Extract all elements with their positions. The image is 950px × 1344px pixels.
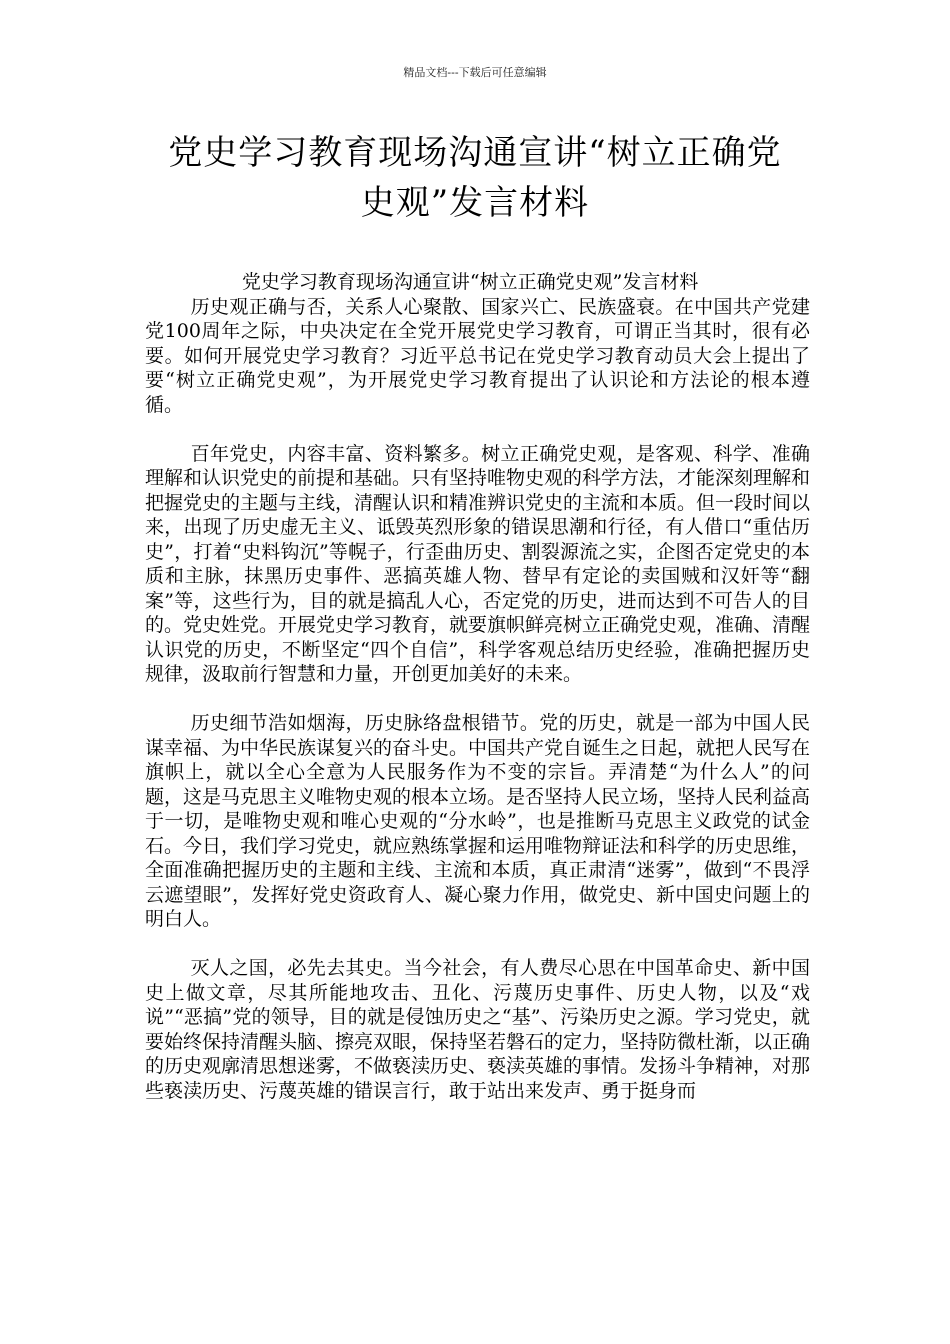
paragraph-1: 历史观正确与否，关系人心聚散、国家兴亡、民族盛衰。在中国共产党建党100周年之际，中央决定在全党开展党史学习教育，可谓正当其时，很有必要。如何开展党史学习教育？习近平总书记在党史学习教育动员大会上提出了要“树立正确党史观”，为开展党史学习教育提出了认识论和方法论的根本遵循。 <box>145 295 810 416</box>
paragraph-2: 百年党史，内容丰富、资料繁多。树立正确党史观，是客观、科学、准确理解和认识党史的前提和基础。只有坚持唯物史观的科学方法，才能深刻理解和把握党史的主题与主线，清醒认识和精准辨识党史的主流和本质。但一段时间以来，出现了历史虚无主义、诋毁英烈形象的错误思潮和行径，有人借口“重估历史”，打着“史料钩沉”等幌子，行歪曲历史、割裂源流之实，企图否定党史的本质和主脉，抹黑历史事件、恶搞英雄人物、替早有定论的卖国贼和汉奸等“翻案”等，这些行为，目的就是搞乱人心，否定党的历史，进而达到不可告人的目的。党史姓党。开展党史学习教育，就要旗帜鲜亮树立正确党史观，准确、清醒认识党的历史，不断坚定“四个自信”，科学客观总结历史经验，准确把握历史规律，汲取前行智慧和力量，开创更加美好的未来。 <box>145 442 811 685</box>
document-body <box>145 270 810 1103</box>
page-header: 精品文档---下载后可任意编辑 <box>403 66 547 79</box>
document-title-line-2: 史观”发言材料 <box>360 183 590 223</box>
document-title-line-1: 党史学习教育现场沟通宣讲“树立正确党 <box>168 133 782 173</box>
paragraph-3: 历史细节浩如烟海，历史脉络盘根错节。党的历史，就是一部为中国人民谋幸福、为中华民族谋复兴的奋斗史。中国共产党自诞生之日起，就把人民写在旗帜上，就以全心全意为人民服务作为不变的宗旨。弄清楚“为什么人”的问题，这是马克思主义唯物史观的根本立场。是否坚持人民立场，坚持人民利益高于一切，是唯物史观和唯心史观的“分水岭”，也是推断马克思主义政党的试金石。今日，我们学习党史，就应熟练掌握和运用唯物辩证法和科学的历史思维，全面准确把握历史的主题和主线、主流和本质，真正肃清“迷雾”，做到“不畏浮云遮望眼”，发挥好党史资政育人、凝心聚力作用，做党史、新中国史问题上的明白人。 <box>145 712 811 930</box>
paragraph-4: 灭人之国，必先去其史。当今社会，有人费尽心思在中国革命史、新中国史上做文章，尽其所能地攻击、丑化、污蔑历史事件、历史人物，以及“戏说”“恶搞”党的领导，目的就是侵蚀历史之“基”、污染历史之源。学习党史，就要始终保持清醒头脑、擦亮双眼，保持坚若磐石的定力，坚持防微杜渐，以正确的历史观廓清思想迷雾，不做亵渎历史、亵渎英雄的事情。发扬斗争精神，对那些亵渎历史、污蔑英雄的错误言行，敢于站出来发声、勇于挺身而 <box>145 957 811 1102</box>
document-title <box>140 128 810 228</box>
document-subtitle: 党史学习教育现场沟通宣讲“树立正确党史观”发言材料 <box>241 271 699 293</box>
